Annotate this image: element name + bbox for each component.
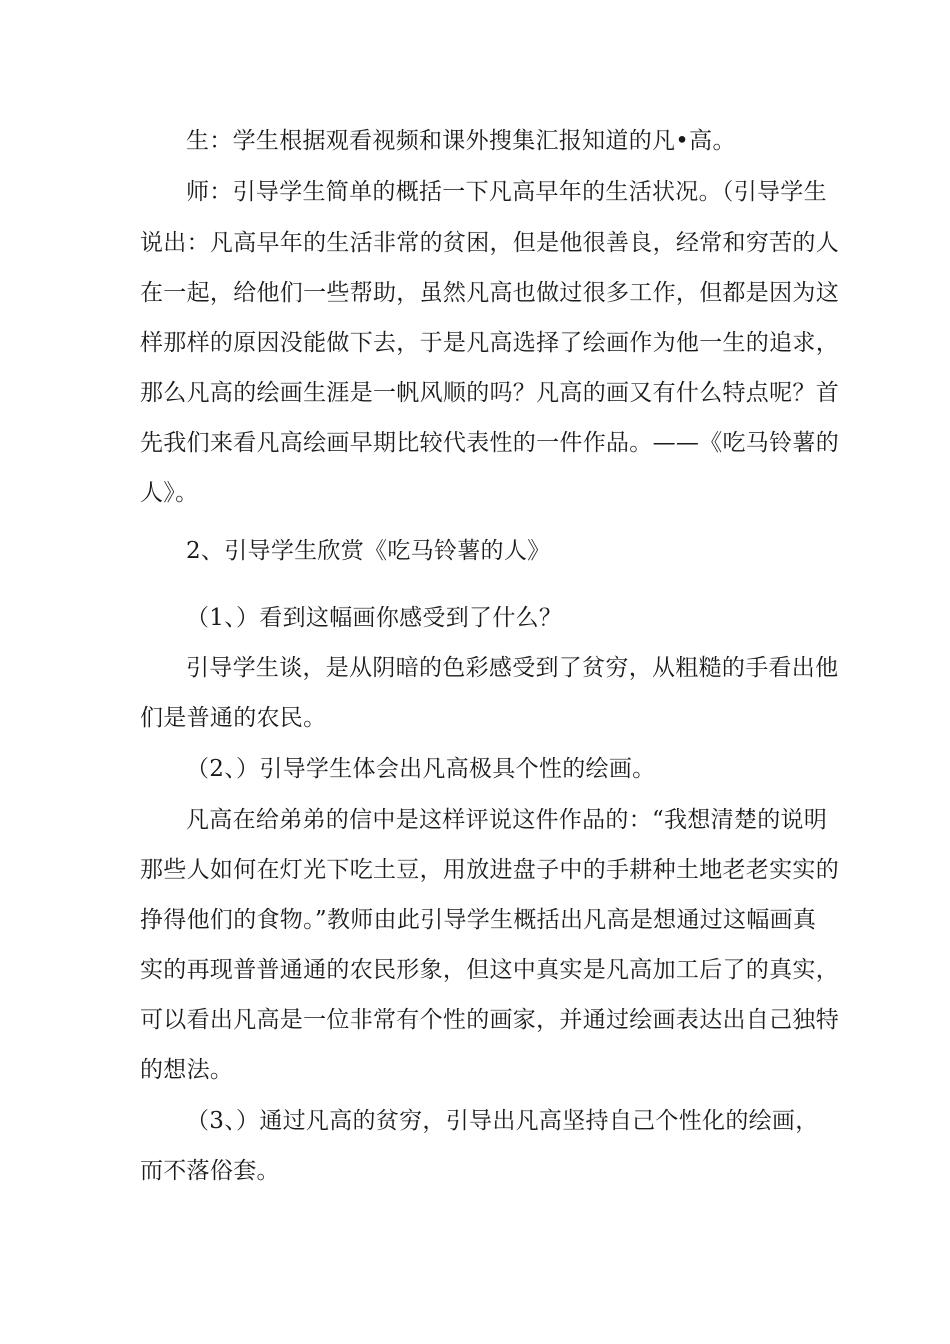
- answer-2-line-4: 实的再现普普通通的农民形象，但这中真实是凡高加工后了的真实，: [140, 957, 839, 983]
- question-3-line-1: （3、）通过凡高的贫穷，引导出凡高坚持自己个性化的绘画，: [186, 1108, 819, 1134]
- paragraph-teacher-line-2: 说出：凡高早年的生活非常的贫困，但是他很善良，经常和穷苦的人: [140, 230, 839, 256]
- answer-1-line-2: 们是普通的农民。: [140, 705, 327, 731]
- paragraph-teacher-line-5: 那么凡高的绘画生涯是一帆风顺的吗？凡高的画又有什么特点呢？首: [140, 380, 839, 406]
- question-2: （2、）引导学生体会出凡高极具个性的绘画。: [186, 756, 656, 782]
- answer-1-line-1: 引导学生谈，是从阴暗的色彩感受到了贫穷，从粗糙的手看出他: [186, 655, 839, 681]
- answer-2-line-6: 的想法。: [140, 1057, 234, 1083]
- question-1: （1、）看到这幅画你感受到了什么？: [186, 605, 563, 631]
- section-heading-2: 2、引导学生欣赏《吃马铃薯的人》: [186, 538, 551, 564]
- answer-2-line-3: 挣得他们的食物。”教师由此引导学生概括出凡高是想通过这幅画真: [140, 907, 817, 933]
- paragraph-teacher-line-7: 人》。: [140, 480, 199, 506]
- paragraph-teacher-line-1: 师：引导学生简单的概括一下凡高早年的生活状况。（引导学生: [186, 179, 827, 205]
- paragraph-teacher-line-6: 先我们来看凡高绘画早期比较代表性的一件作品。——《吃马铃薯的: [140, 430, 839, 456]
- question-3-line-2: 而不落俗套。: [140, 1158, 280, 1184]
- paragraph-teacher-line-3: 在一起，给他们一些帮助，虽然凡高也做过很多工作，但都是因为这: [140, 280, 839, 306]
- paragraph-student-line: 生：学生根据观看视频和课外搜集汇报知道的凡•高。: [186, 128, 736, 154]
- answer-2-line-2: 那些人如何在灯光下吃土豆，用放进盘子中的手耕种土地老老实实的: [140, 857, 839, 883]
- answer-2-line-1: 凡高在给弟弟的信中是这样评说这件作品的：“我想清楚的说明: [186, 807, 828, 833]
- paragraph-teacher-line-4: 样那样的原因没能做下去，于是凡高选择了绘画作为他一生的追求，: [140, 330, 839, 356]
- answer-2-line-5: 可以看出凡高是一位非常有个性的画家，并通过绘画表达出自己独特: [140, 1007, 839, 1033]
